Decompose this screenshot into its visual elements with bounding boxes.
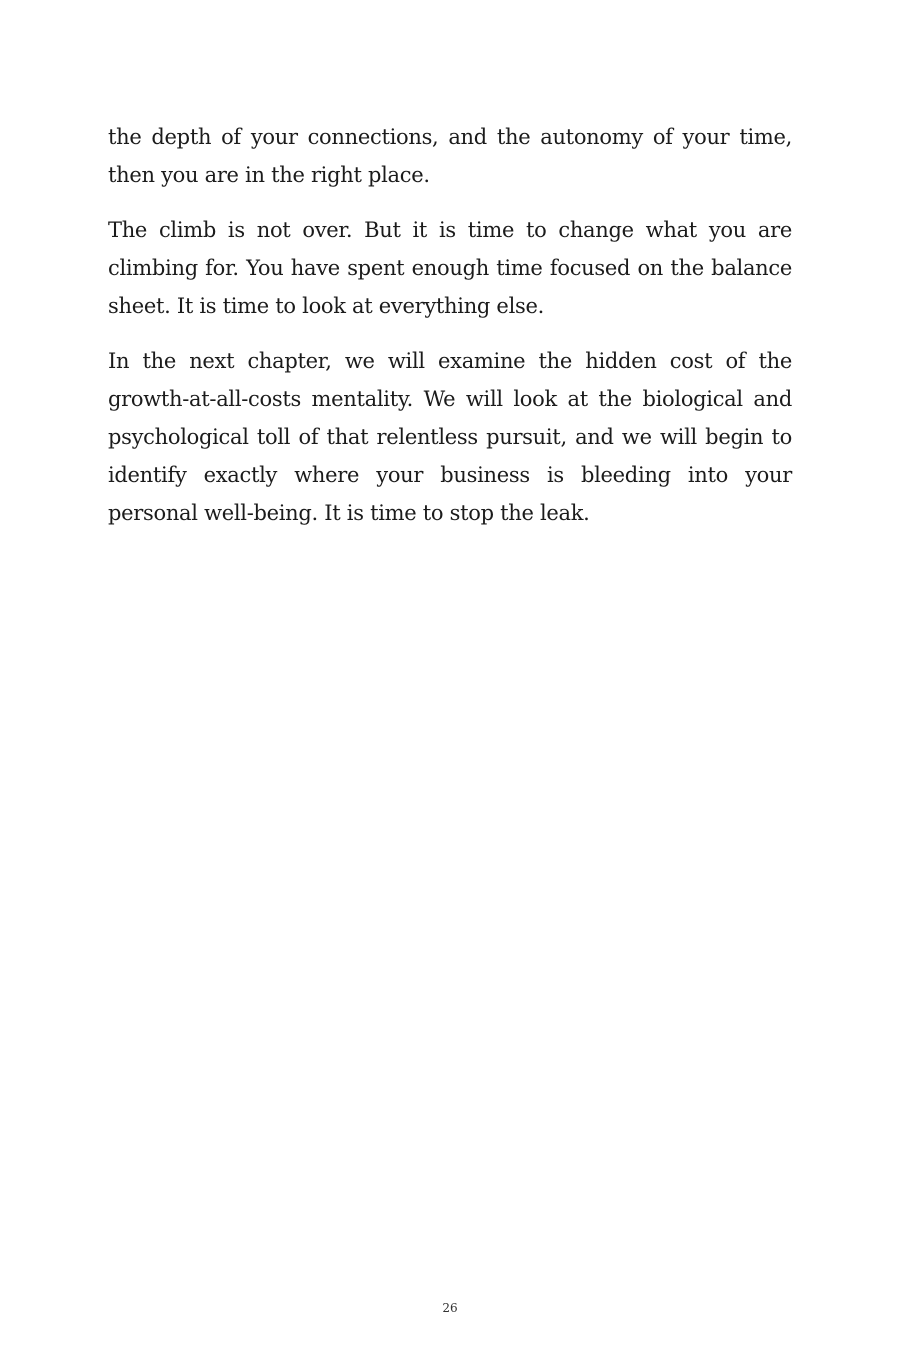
paragraph-3: In the next chapter, we will examine the hidden cost of the growth-at-all-costs mentality. We will look at the biological and psychological toll of that relentless pursuit, and we will begin to identify exactly where your business is bleeding into your personal well-being. It is time to stop the leak. (108, 349, 792, 525)
paragraph-2: The climb is not over. But it is time to change what you are climbing for. You have spent enough time focused on the balance sheet. It is time to look at everything else. (108, 218, 792, 318)
body-text (108, 118, 792, 549)
page-number: 26 (442, 1301, 458, 1315)
paragraph-1: the depth of your connections, and the autonomy of your time, then you are in the right place. (108, 125, 792, 187)
